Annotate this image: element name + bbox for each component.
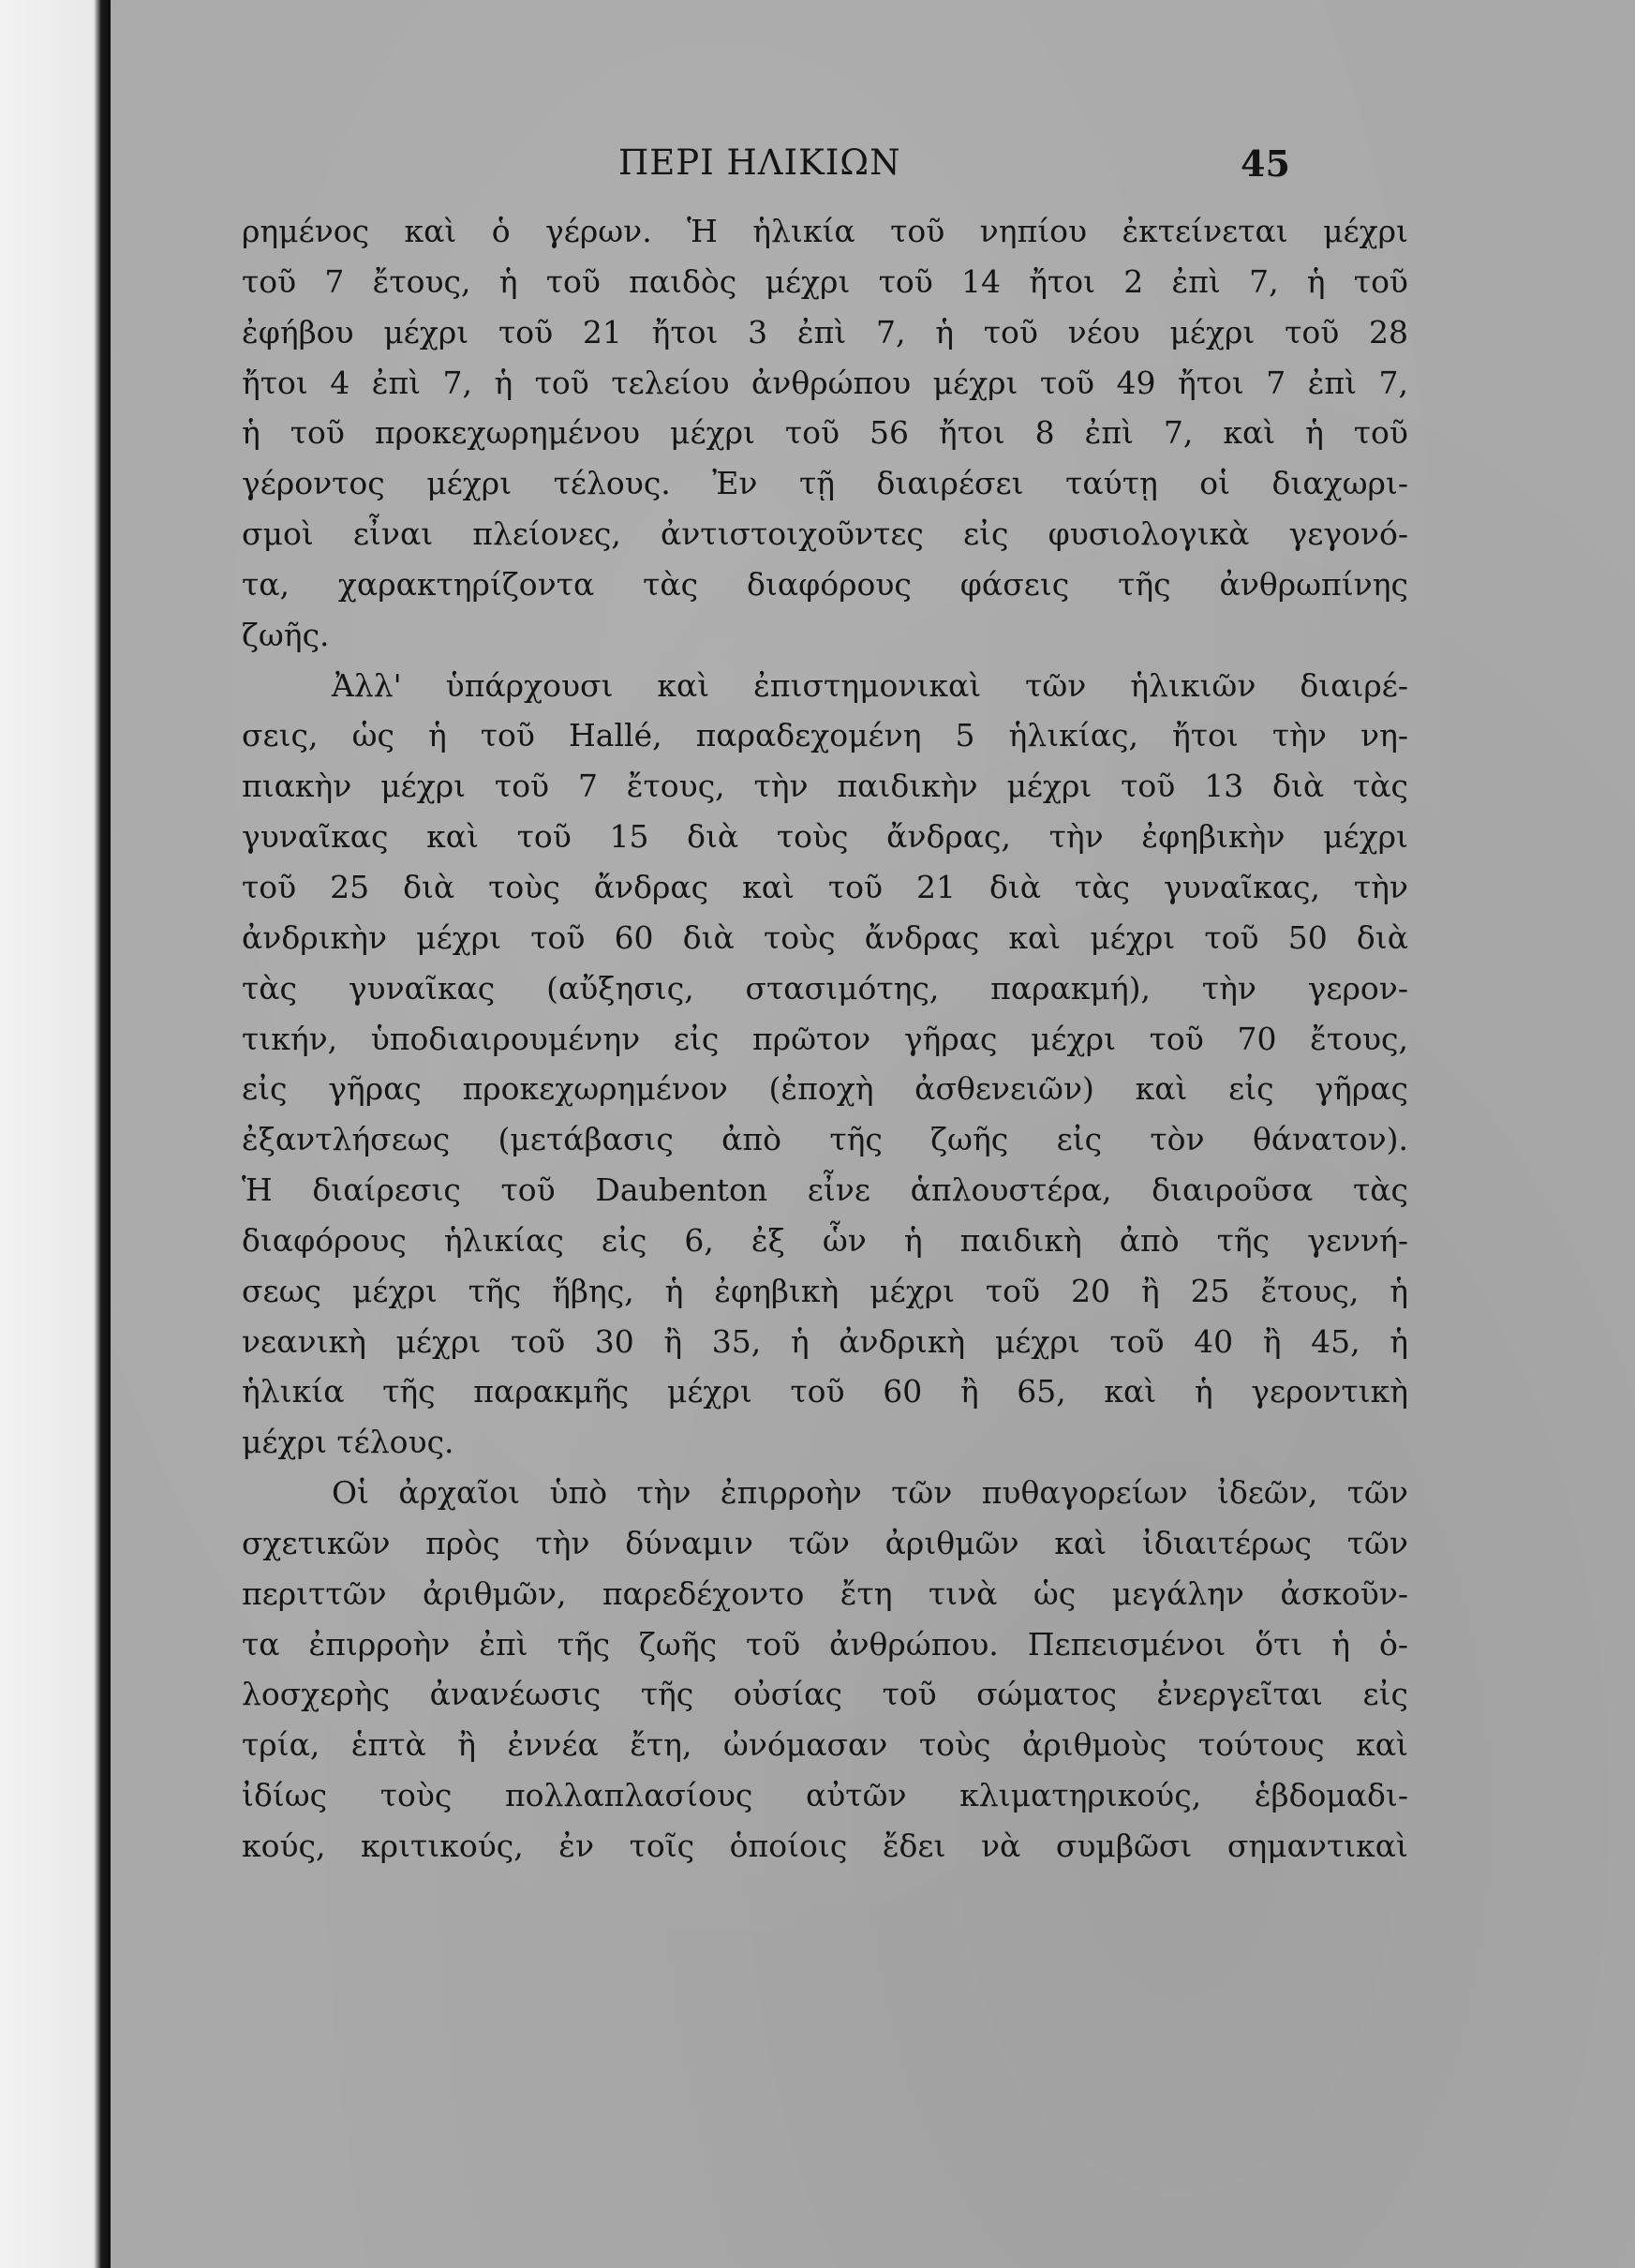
- text-line: τὰς γυναῖκας (αὔξησις, στασιμότης, παρακμή), τὴν γερον-: [242, 969, 1408, 1007]
- text-line: τοῦ 25 διὰ τοὺς ἄνδρας καὶ τοῦ 21 διὰ τὰς γυναῖκας, τὴν: [242, 868, 1408, 905]
- text-line: γυναῖκας καὶ τοῦ 15 διὰ τοὺς ἄνδρας, τὴν ἐφηβικὴν μέχρι: [242, 818, 1408, 856]
- text-line: ἀνδρικὴν μέχρι τοῦ 60 διὰ τοὺς ἄνδρας καὶ μέχρι τοῦ 50 διὰ: [242, 918, 1408, 956]
- text-line: περιττῶν ἀριθμῶν, παρεδέχοντο ἔτη τινὰ ὡς μεγάλην ἀσκοῦν-: [242, 1574, 1408, 1612]
- text-line: πιακὴν μέχρι τοῦ 7 ἔτους, τὴν παιδικὴν μέχρι τοῦ 13 διὰ τὰς: [242, 768, 1408, 805]
- text-line: τρία, ἑπτὰ ἢ ἐννέα ἔτη, ὠνόμασαν τοὺς ἀριθμοὺς τούτους καὶ: [242, 1726, 1408, 1764]
- text-line: ἐφήβου μέχρι τοῦ 21 ἤτοι 3 ἐπὶ 7, ἡ τοῦ νέου μέχρι τοῦ 28: [242, 313, 1408, 351]
- text-line: ἐξαντλήσεως (μετάβασις ἀπὸ τῆς ζωῆς εἰς τὸν θάνατον).: [242, 1121, 1408, 1158]
- text-line: Οἱ ἀρχαῖοι ὑπὸ τὴν ἐπιρροὴν τῶν πυθαγορείων ἰδεῶν, τῶν: [332, 1474, 1408, 1512]
- text-line: ἰδίως τοὺς πολλαπλασίους αὐτῶν κλιματηρικούς, ἑβδομαδι-: [242, 1777, 1408, 1814]
- text-line: διαφόρους ἡλικίας εἰς 6, ἐξ ὧν ἡ παιδικὴ ἀπὸ τῆς γεννή-: [242, 1221, 1408, 1259]
- text-line: τοῦ 7 ἔτους, ἡ τοῦ παιδὸς μέχρι τοῦ 14 ἤτοι 2 ἐπὶ 7, ἡ τοῦ: [242, 262, 1408, 300]
- text-line: γέροντος μέχρι τέλους. Ἐν τῇ διαιρέσει ταύτῃ οἱ διαχωρι-: [242, 465, 1408, 502]
- text-line: Ἀλλ' ὑπάρχουσι καὶ ἐπιστημονικαὶ τῶν ἡλικιῶν διαιρέ-: [332, 666, 1408, 704]
- text-line: λοσχερὴς ἀνανέωσις τῆς οὐσίας τοῦ σώματος ἐνεργεῖται εἰς: [242, 1676, 1408, 1713]
- page-number: 45: [1241, 142, 1290, 185]
- text-line: τικήν, ὑποδιαιρουμένην εἰς πρῶτον γῆρας μέχρι τοῦ 70 ἔτους,: [242, 1020, 1408, 1057]
- running-title: ΠΕΡΙ ΗΛΙΚΙΩΝ: [618, 142, 901, 183]
- book-page: [111, 0, 1635, 2268]
- body-text: [242, 206, 1408, 1872]
- text-line: τα ἐπιρροὴν ἐπὶ τῆς ζωῆς τοῦ ἀνθρώπου. Πεπεισμένοι ὅτι ἡ ὁ-: [242, 1625, 1408, 1663]
- text-line: σεις, ὡς ἡ τοῦ Hallé, παραδεχομένη 5 ἡλικίας, ἤτοι τὴν νη-: [242, 717, 1408, 754]
- text-line: ἡ τοῦ προκεχωρημένου μέχρι τοῦ 56 ἤτοι 8 ἐπὶ 7, καὶ ἡ τοῦ: [242, 414, 1408, 452]
- text-line: ἤτοι 4 ἐπὶ 7, ἡ τοῦ τελείου ἀνθρώπου μέχρι τοῦ 49 ἤτοι 7 ἐπὶ 7,: [242, 364, 1408, 401]
- text-line: νεανικὴ μέχρι τοῦ 30 ἢ 35, ἡ ἀνδρικὴ μέχρι τοῦ 40 ἢ 45, ἡ: [242, 1322, 1408, 1360]
- text-line: ἡλικία τῆς παρακμῆς μέχρι τοῦ 60 ἢ 65, καὶ ἡ γεροντικὴ: [242, 1373, 1408, 1410]
- text-line: ζωῆς.: [242, 616, 330, 653]
- text-line: ρημένος καὶ ὁ γέρων. Ἡ ἡλικία τοῦ νηπίου ἐκτείνεται μέχρι: [242, 213, 1408, 249]
- text-line: σεως μέχρι τῆς ἥβης, ἡ ἐφηβικὴ μέχρι τοῦ 20 ἢ 25 ἔτους, ἡ: [242, 1272, 1408, 1309]
- text-line: μέχρι τέλους.: [242, 1424, 454, 1461]
- running-head: [111, 142, 1635, 199]
- text-line: σχετικῶν πρὸς τὴν δύναμιν τῶν ἀριθμῶν καὶ ἰδιαιτέρως τῶν: [242, 1524, 1408, 1561]
- text-line: κούς, κριτικούς, ἐν τοῖς ὁποίοις ἔδει νὰ συμβῶσι σημαντικαὶ: [242, 1828, 1408, 1864]
- text-line: τα, χαρακτηρίζοντα τὰς διαφόρους φάσεις τῆς ἀνθρωπίνης: [242, 565, 1408, 603]
- text-line: Ἡ διαίρεσις τοῦ Daubenton εἶνε ἁπλουστέρα, διαιροῦσα τὰς: [242, 1171, 1408, 1209]
- scan-edge: [0, 0, 111, 2268]
- text-line: εἰς γῆρας προκεχωρημένον (ἐποχὴ ἀσθενειῶν) καὶ εἰς γῆρας: [242, 1070, 1408, 1108]
- text-line: σμοὶ εἶναι πλείονες, ἀντιστοιχοῦντες εἰς φυσιολογικὰ γεγονό-: [242, 515, 1408, 553]
